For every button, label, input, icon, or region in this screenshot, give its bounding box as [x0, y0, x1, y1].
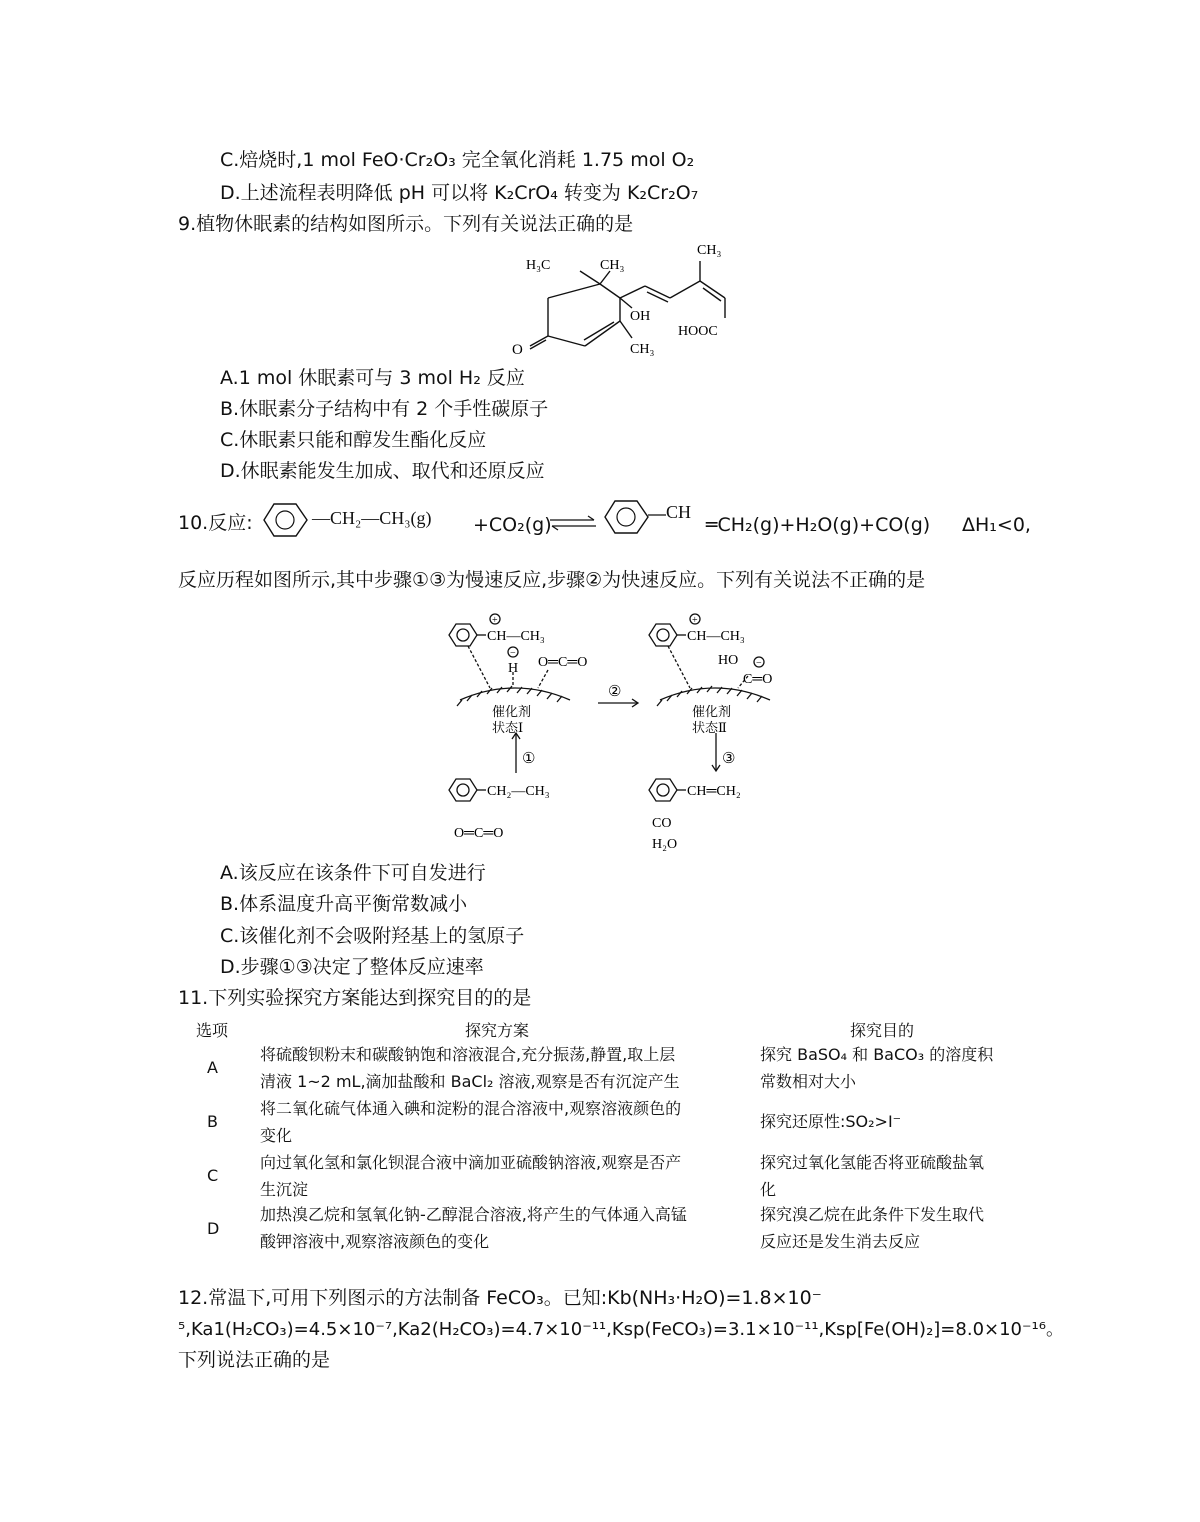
svg-text:−: − — [510, 648, 516, 659]
row-plan-line1: 将二氧化硫气体通入碘和淀粉的混合溶液中,观察溶液颜色的 — [260, 1099, 682, 1118]
step1-label: ① — [522, 751, 536, 767]
q10-reactant-chain: —CH₂—CH₃(g) — [312, 508, 432, 528]
row-plan-line2: 清液 1~2 mL,滴加盐酸和 BaCl₂ 溶液,观察是否有沉淀产生 — [260, 1072, 680, 1091]
q9-oh-label: OH — [630, 309, 651, 324]
state2-ho-label: HO — [718, 653, 739, 668]
q10-option-d: D.步骤①③决定了整体反应速率 — [220, 956, 484, 978]
q12-line1: 12.常温下,可用下列图示的方法制备 FeCO₃。已知:Kb(NH₃·H₂O)=1.8×10⁻ — [178, 1287, 822, 1309]
row-plan-line2: 生沉淀 — [260, 1180, 309, 1199]
row-option: B — [207, 1112, 218, 1131]
q8-option-d: D.上述流程表明降低 pH 可以将 K₂CrO₄ 转变为 K₂Cr₂O₇ — [220, 182, 699, 204]
equilibrium-arrow-icon — [548, 515, 598, 531]
row-option: C — [207, 1166, 219, 1185]
q10-delta-h: ΔH₁<0, — [962, 514, 1031, 536]
q10-bond-line — [648, 510, 668, 520]
row-goal-line1: 探究过氧化氢能否将亚硫酸盐氧 — [760, 1153, 985, 1172]
q9-option-a: A.1 mol 休眠素可与 3 mol H₂ 反应 — [220, 367, 525, 389]
q9-ch3-chain-label: CH₃ — [697, 243, 722, 258]
row-plan-line2: 变化 — [260, 1126, 293, 1145]
row-goal-line1: 探究 BaSO₄ 和 BaCO₃ 的溶度积 — [760, 1045, 994, 1064]
state1-co2-label: O═C═O — [538, 655, 588, 670]
state1-cation-label: CH—CH₃ — [487, 629, 545, 644]
row-plan-line2: 酸钾溶液中,观察溶液颜色的变化 — [260, 1232, 490, 1251]
h2o-label: H₂O — [652, 837, 678, 852]
svg-text:−: − — [756, 658, 762, 669]
row-goal-line1: 探究还原性:SO₂>I⁻ — [760, 1112, 902, 1131]
co2-label: O═C═O — [454, 826, 504, 841]
q9-option-c: C.休眠素只能和醇发生酯化反应 — [220, 429, 487, 451]
state2-co-label: C═O — [743, 672, 773, 687]
row-goal-line1: 探究溴乙烷在此条件下发生取代 — [760, 1205, 985, 1224]
q8-option-c: C.焙烧时,1 mol FeO·Cr₂O₃ 完全氧化消耗 1.75 mol O₂ — [220, 149, 695, 171]
q10-products: ═CH₂(g)+H₂O(g)+CO(g) — [706, 514, 931, 536]
benzene-ring-icon — [603, 497, 653, 537]
q10-option-c: C.该催化剂不会吸附羟基上的氢原子 — [220, 925, 525, 947]
step2-label: ② — [608, 684, 622, 700]
step3-label: ③ — [722, 751, 736, 767]
state1-label: 状态Ⅰ — [492, 720, 524, 735]
q10-plus-co2: +CO₂(g) — [473, 514, 552, 536]
q9-option-b: B.休眠素分子结构中有 2 个手性碳原子 — [220, 398, 549, 420]
row-plan-line1: 将硫酸钡粉末和碳酸钠饱和溶液混合,充分振荡,静置,取上层 — [260, 1045, 676, 1064]
row-goal-line2: 化 — [760, 1180, 777, 1199]
state1-h-label: H — [508, 661, 519, 676]
catalyst-label-2: 催化剂 — [692, 704, 732, 719]
row-option: D — [207, 1219, 220, 1238]
svg-text:+: + — [492, 615, 498, 626]
q9-ch3-bottom-label: CH₃ — [630, 342, 655, 357]
table-header-option: 选项 — [196, 1021, 229, 1040]
q9-ch3-top-label: CH₃ — [600, 258, 625, 273]
q9-stem: 9.植物休眠素的结构如图所示。下列有关说法正确的是 — [178, 213, 634, 235]
state2-cation-label: CH—CH₃ — [687, 629, 745, 644]
q10-stem: 反应历程如图所示,其中步骤①③为慢速反应,步骤②为快速反应。下列有关说法不正确的是 — [178, 569, 926, 591]
state2-label: 状态Ⅱ — [692, 720, 727, 735]
row-plan-line1: 加热溴乙烷和氢氧化钠-乙醇混合溶液,将产生的气体通入高锰 — [260, 1205, 687, 1224]
catalyst-label-1: 催化剂 — [492, 704, 532, 719]
q9-o-label: O — [512, 342, 523, 358]
row-goal-line2: 常数相对大小 — [760, 1072, 857, 1091]
q9-dormancy-structure — [500, 236, 750, 361]
styrene-label: CH═CH₂ — [687, 784, 741, 799]
q10-option-b: B.体系温度升高平衡常数减小 — [220, 893, 468, 915]
co-label: CO — [652, 816, 672, 831]
q9-h3c-label: H₃C — [526, 258, 551, 273]
ethylbenzene-label: CH₂—CH₃ — [487, 784, 550, 799]
q10-prefix: 10.反应: — [178, 512, 253, 534]
q10-mechanism-diagram — [440, 608, 790, 858]
row-option: A — [207, 1058, 218, 1077]
q12-line2: ⁵,Ka1(H₂CO₃)=4.5×10⁻⁷,Ka2(H₂CO₃)=4.7×10⁻¹¹,Ksp(FeCO₃)=3.1×10⁻¹¹,Ksp[Fe(OH)₂]=8.0×10⁻¹⁶。 — [178, 1319, 1064, 1340]
table-header-plan: 探究方案 — [465, 1021, 530, 1040]
q10-product-ch: CH — [666, 502, 692, 522]
row-goal-line2: 反应还是发生消去反应 — [760, 1232, 921, 1251]
q9-hooc-label: HOOC — [678, 324, 718, 339]
table-header-goal: 探究目的 — [850, 1021, 915, 1040]
q11-stem: 11.下列实验探究方案能达到探究目的的是 — [178, 987, 532, 1009]
q12-line3: 下列说法正确的是 — [178, 1349, 331, 1371]
q9-option-d: D.休眠素能发生加成、取代和还原反应 — [220, 460, 545, 482]
row-plan-line1: 向过氧化氢和氯化钡混合液中滴加亚硫酸钠溶液,观察是否产 — [260, 1153, 682, 1172]
q10-option-a: A.该反应在该条件下可自发进行 — [220, 862, 486, 884]
benzene-ring-icon — [262, 500, 312, 540]
svg-text:+: + — [692, 615, 698, 626]
